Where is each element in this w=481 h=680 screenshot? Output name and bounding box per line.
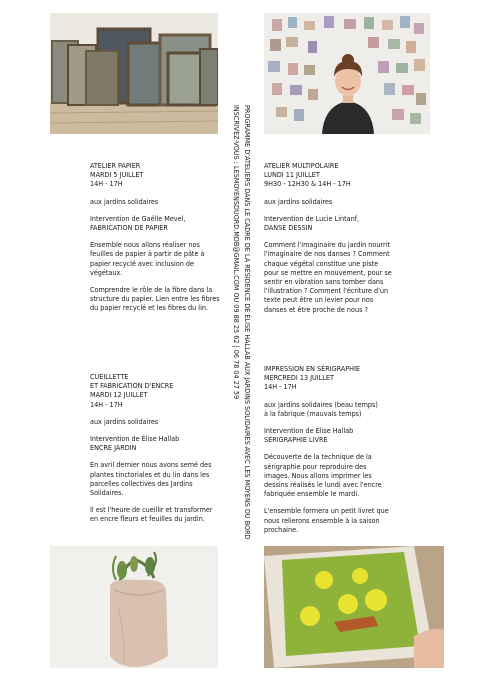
serigraphie-desc-2: L'ensemble formera un petit livret que nous relierons ensemble à la saison prochaine. [264,506,389,534]
serigraphie-place-1: aux jardins solidaires (beau temps) [264,399,378,409]
cueillette-block [90,372,220,532]
cueillette-title-2: ET FABRICATION D'ENCRE [90,381,174,391]
cueillette-speaker-role: ENCRE JARDIN [90,443,137,453]
atelier-papier-date: MARDI 5 JUILLET [90,170,144,180]
atelier-multipolaire-title: ATELIER MULTIPOLAIRE [264,161,339,170]
serigraphie-date: MERCREDI 13 JUILLET [264,373,334,383]
serigraphie-block [264,364,394,542]
atelier-multipolaire-desc: Comment l'imaginaire du jardin nourrit l'imaginaire de nos danses ? Comment chaque végétal constitue une piste pour se mettre en mouvement, pour se sentir en vibration sans tomber dans l'illustration ? Comment l'écriture d'un texte peut être un levier pour nos danses et être proche de nous ? [264,240,392,314]
silkscreen-illustration [264,546,444,668]
serigraphie-speaker: Intervention de Élise Hallab [264,426,354,436]
atelier-papier-block [90,161,222,321]
atelier-multipolaire-block [264,161,392,322]
vertical-banner-inscription: INSCRIVEZ-VOUS : LESMOYENSDUORD.MDB@GMAIL.COM OU 09 88 25 62 | 06 78 04 27 59 [232,105,241,400]
cueillette-date: MARDI 12 JUILLET [90,390,148,400]
cueillette-place: aux jardins solidaires [90,416,159,426]
atelier-multipolaire-place: aux jardins solidaires [264,196,333,206]
paper-frames-illustration [50,13,218,134]
atelier-multipolaire-speaker: Intervention de Lucie Lintanf, [264,213,360,223]
serigraphie-desc-1: Découverte de la technique de la sérigraphie pour reproduire des images. Nous allons imprimer les dessins réalisés le lundi avec l'encre fabriquée ensemble le mardi. [264,452,382,499]
bag-photo [50,546,218,668]
cueillette-time: 14H - 17H [90,399,123,409]
atelier-papier-speaker-role: FABRICATION DE PAPIER [90,223,168,233]
atelier-papier-title: ATELIER PAPIER [90,161,141,170]
cueillette-title-1: CUEILLETTE [90,372,129,381]
atelier-papier-time: 14H - 17H [90,179,123,189]
atelier-multipolaire-date: LUNDI 11 JUILLET [264,170,320,180]
atelier-papier-speaker: Intervention de Gaëlle Mevel, [90,213,186,223]
serigraphie-title: IMPRESSION EN SÉRIGRAPHIE [264,364,361,373]
bag-illustration [50,546,218,668]
serigraphie-speaker-role: SÉRIGRAPHIE LIVRE [264,435,328,445]
atelier-papier-desc-2: Comprendre le rôle de la fibre dans la structure du papier. Lien entre les fibres du papier recyclé et les fibres du lin. [90,285,220,313]
vertical-banner-programme: PROGRAMME D'ATELIERS DANS LE CADRE DE LA RÉSIDENCE DE ÉLISE HALLAB AUX JARDINS SOLIDAIRES AVEC LES MOYENS DU BORD [243,105,252,540]
silkscreen-photo [264,546,444,668]
portrait-photo [264,13,430,134]
atelier-papier-place: aux jardins solidaires [90,196,159,206]
cueillette-desc-1: En avril dernier nous avons semé des plantes tinctoriales et du lin dans les parcelles collectives des Jardins Solidaires. [90,460,212,498]
vertical-banner [224,105,254,575]
atelier-multipolaire-time: 9H30 - 12H30 & 14H - 17H [264,179,351,189]
cueillette-desc-2: Il est l'heure de cueillir et transformer en encre fleurs et feuilles du jardin. [90,505,213,524]
serigraphie-time: 14H - 17H [264,382,297,392]
atelier-papier-desc-1: Ensemble nous allons réaliser nos feuilles de papier à partir de pâte à papier recyclé avec inclusion de végétaux. [90,240,205,277]
portrait-illustration [264,13,430,134]
serigraphie-place-2: à la fabrique (mauvais temps) [264,408,362,418]
atelier-multipolaire-speaker-role: DANSE DESSIN [264,223,313,233]
cueillette-speaker: Intervention de Élise Hallab [90,434,180,444]
paper-frames-photo [50,13,218,134]
